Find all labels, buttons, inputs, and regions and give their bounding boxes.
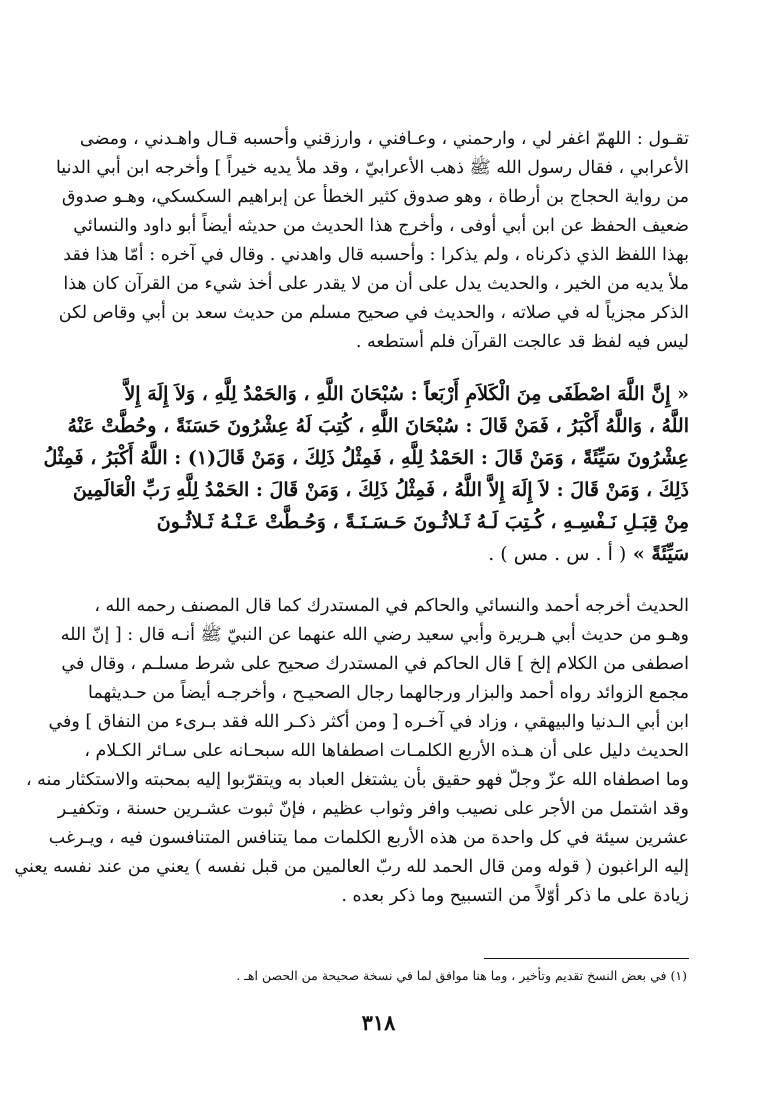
text-line: بهذا اللفظ الذي ذكرناه ، ولم يذكرا : وأحسبه قال واهدني . وقال في آخره : أمّا هذا فقد — [63, 245, 689, 265]
hadith-line: عِشْرُونَ سَيِّئَةً ، وَمَنْ قَالَ : الحَمْدُ لِلَّهِ ، فَمِثْلُ ذَلِكَ ، وَمَنْ قَالَ(١) : اللَّهُ أَكْبَرُ ، فَمِثْلُ — [43, 447, 689, 469]
hadith-line: اللَّهُ ، وَاللَّهُ أَكْبَرُ ، فَمَنْ قَالَ : سُبْحَانَ اللَّهِ ، كُتِبَ لَهُ عِشْرُونَ حَسَنَةً ، وحُطَّتْ عَنْهُ — [67, 415, 689, 437]
text-line: ضعيف الحفظ عن ابن أبي أوفى ، وأخرج هذا الحديث من حديثه أيضاً أبو داود والنسائي — [73, 216, 689, 236]
text-line: من رواية الحجاج بن أرطاة ، وهو صدوق كثير الخطأ عن إبراهيم السكسكي، وهـو صدوق — [61, 187, 689, 207]
text-line: مجمع الزوائد رواه أحمد والبزار ورجالهما رجال الصحيـح ، وأخرجـه أيضاً من حـديثهما — [88, 683, 689, 703]
footnote: (١) في بعض النسخ تقديم وتأخير ، وما هنا موافق لما في نسخة صحيحة من الحصن اهـ . — [236, 968, 687, 983]
text-line: عشرين سيئة في كل واحدة من هذه الأربع الكلمات مما يتنافس المتنافسون فيه ، ويـرغب — [48, 828, 689, 848]
text-line: زيادة على ما ذكر أوّلاً من التسبيح وما ذكر بعده . — [341, 886, 689, 906]
text-line: إليه الراغبون ( قوله ومن قال الحمد لله ربّ العالمين من قبل نفسه ) يعني من عند نفسه يعني — [14, 857, 689, 877]
text-line: ابن أبي الـدنيا والبيهقي ، وزاد في آخـره [ ومن أكثر ذكـر الله فقد بـرىء من النفاق ] وفي — [48, 712, 689, 732]
footnote-divider — [484, 958, 689, 959]
hadith-line: ذَلِكَ ، وَمَنْ قَالَ : لاَ إِلَهَ إِلاَّ اللَّهُ ، فَمِثْلُ ذَلِكَ ، وَمَنْ قَالَ : الحَمْدُ لِلَّهِ رَبِّ الْعَالَمِينَ — [72, 479, 689, 501]
text-line: الذكر مجزياً له في صلاته ، والحديث في صحيح مسلم من حديث سعد بن أبي وقاص لكن — [58, 303, 689, 323]
text-line: ملأ يديه من الخير ، والحديث يدل على أن من لا يقدر على أخذ شيء من القرآن كان هذا — [63, 274, 689, 294]
text-line: تقـول : اللهمّ اغفر لي ، وارحمني ، وعـافني ، وارزقني وأحسبه قـال واهـدني ، ومضى — [79, 129, 689, 149]
text-line: الحديث دليل على أن هـذه الأربع الكلمـات اصطفاها الله سبحـانه على سـائر الكـلام ، — [84, 741, 689, 761]
text-line: ليس فيه لفظ قد عالجت القرآن فلم أستطعه . — [355, 332, 689, 352]
text-line: وقد اشتمل من الأجر على نصيب وافر وثواب عظيم ، فإنّ ثبوت عشـرين حسنة ، وتكفيـر — [57, 799, 689, 819]
hadith-line: « إِنَّ اللَّهَ اصْطَفَى مِنَ الْكَلاَمِ أَرْبَعاً : سُبْحَانَ اللَّهِ ، وَالحَمْدُ لِلَّهِ ، وَلاَ إِلَهَ إِلاَّ — [124, 383, 689, 405]
text-line: اصطفى من الكلام إلخ ] قال الحاكم في المستدرك صحيح على شرط مسلـم ، وقال في — [61, 654, 689, 674]
hadith-line: مِنْ قِبَـلِ نَـفْسِـهِ ، كُـتِبَ لَـهُ ثَـلاثُـونَ حَـسَـنَـةً ، وَحُـطَّتْ عَـنْـهُ ثَـلاثُـونَ — [156, 511, 689, 533]
commentary-paragraph-1 — [55, 125, 689, 357]
hadith-line-end: سَيِّئَةً » — [632, 543, 689, 565]
hadith-last-line — [70, 538, 689, 570]
text-line: الحديث أخرجه أحمد والنسائي والحاكم في المستدرك كما قال المصنف رحمه الله ، — [94, 596, 689, 616]
text-line: وهـو من حديث أبي هـريرة وأبي سعيد رضي الله عنهما عن النبيّ ﷺ أنـه قال : [ إنّ الله — [60, 625, 689, 645]
text-line: وما اصطفاه الله عزّ وجلّ فهو حقيق بأن يشتغل العباد به ويتقرّبوا إليه بمحبته والاستكثار منه ، — [25, 770, 689, 790]
page-number: ٣١٨ — [361, 1010, 396, 1035]
text-line: الأعرابي ، فقال رسول الله ﷺ ذهب الأعرابيّ ، وقد ملأ يديه خيراً ] وأخرجه ابن أبي الدنيا — [55, 158, 689, 178]
hadith-text — [43, 378, 689, 570]
hadith-source-reference: ( أ . س . مس ) . — [488, 543, 627, 565]
commentary-paragraph-2 — [14, 592, 689, 911]
